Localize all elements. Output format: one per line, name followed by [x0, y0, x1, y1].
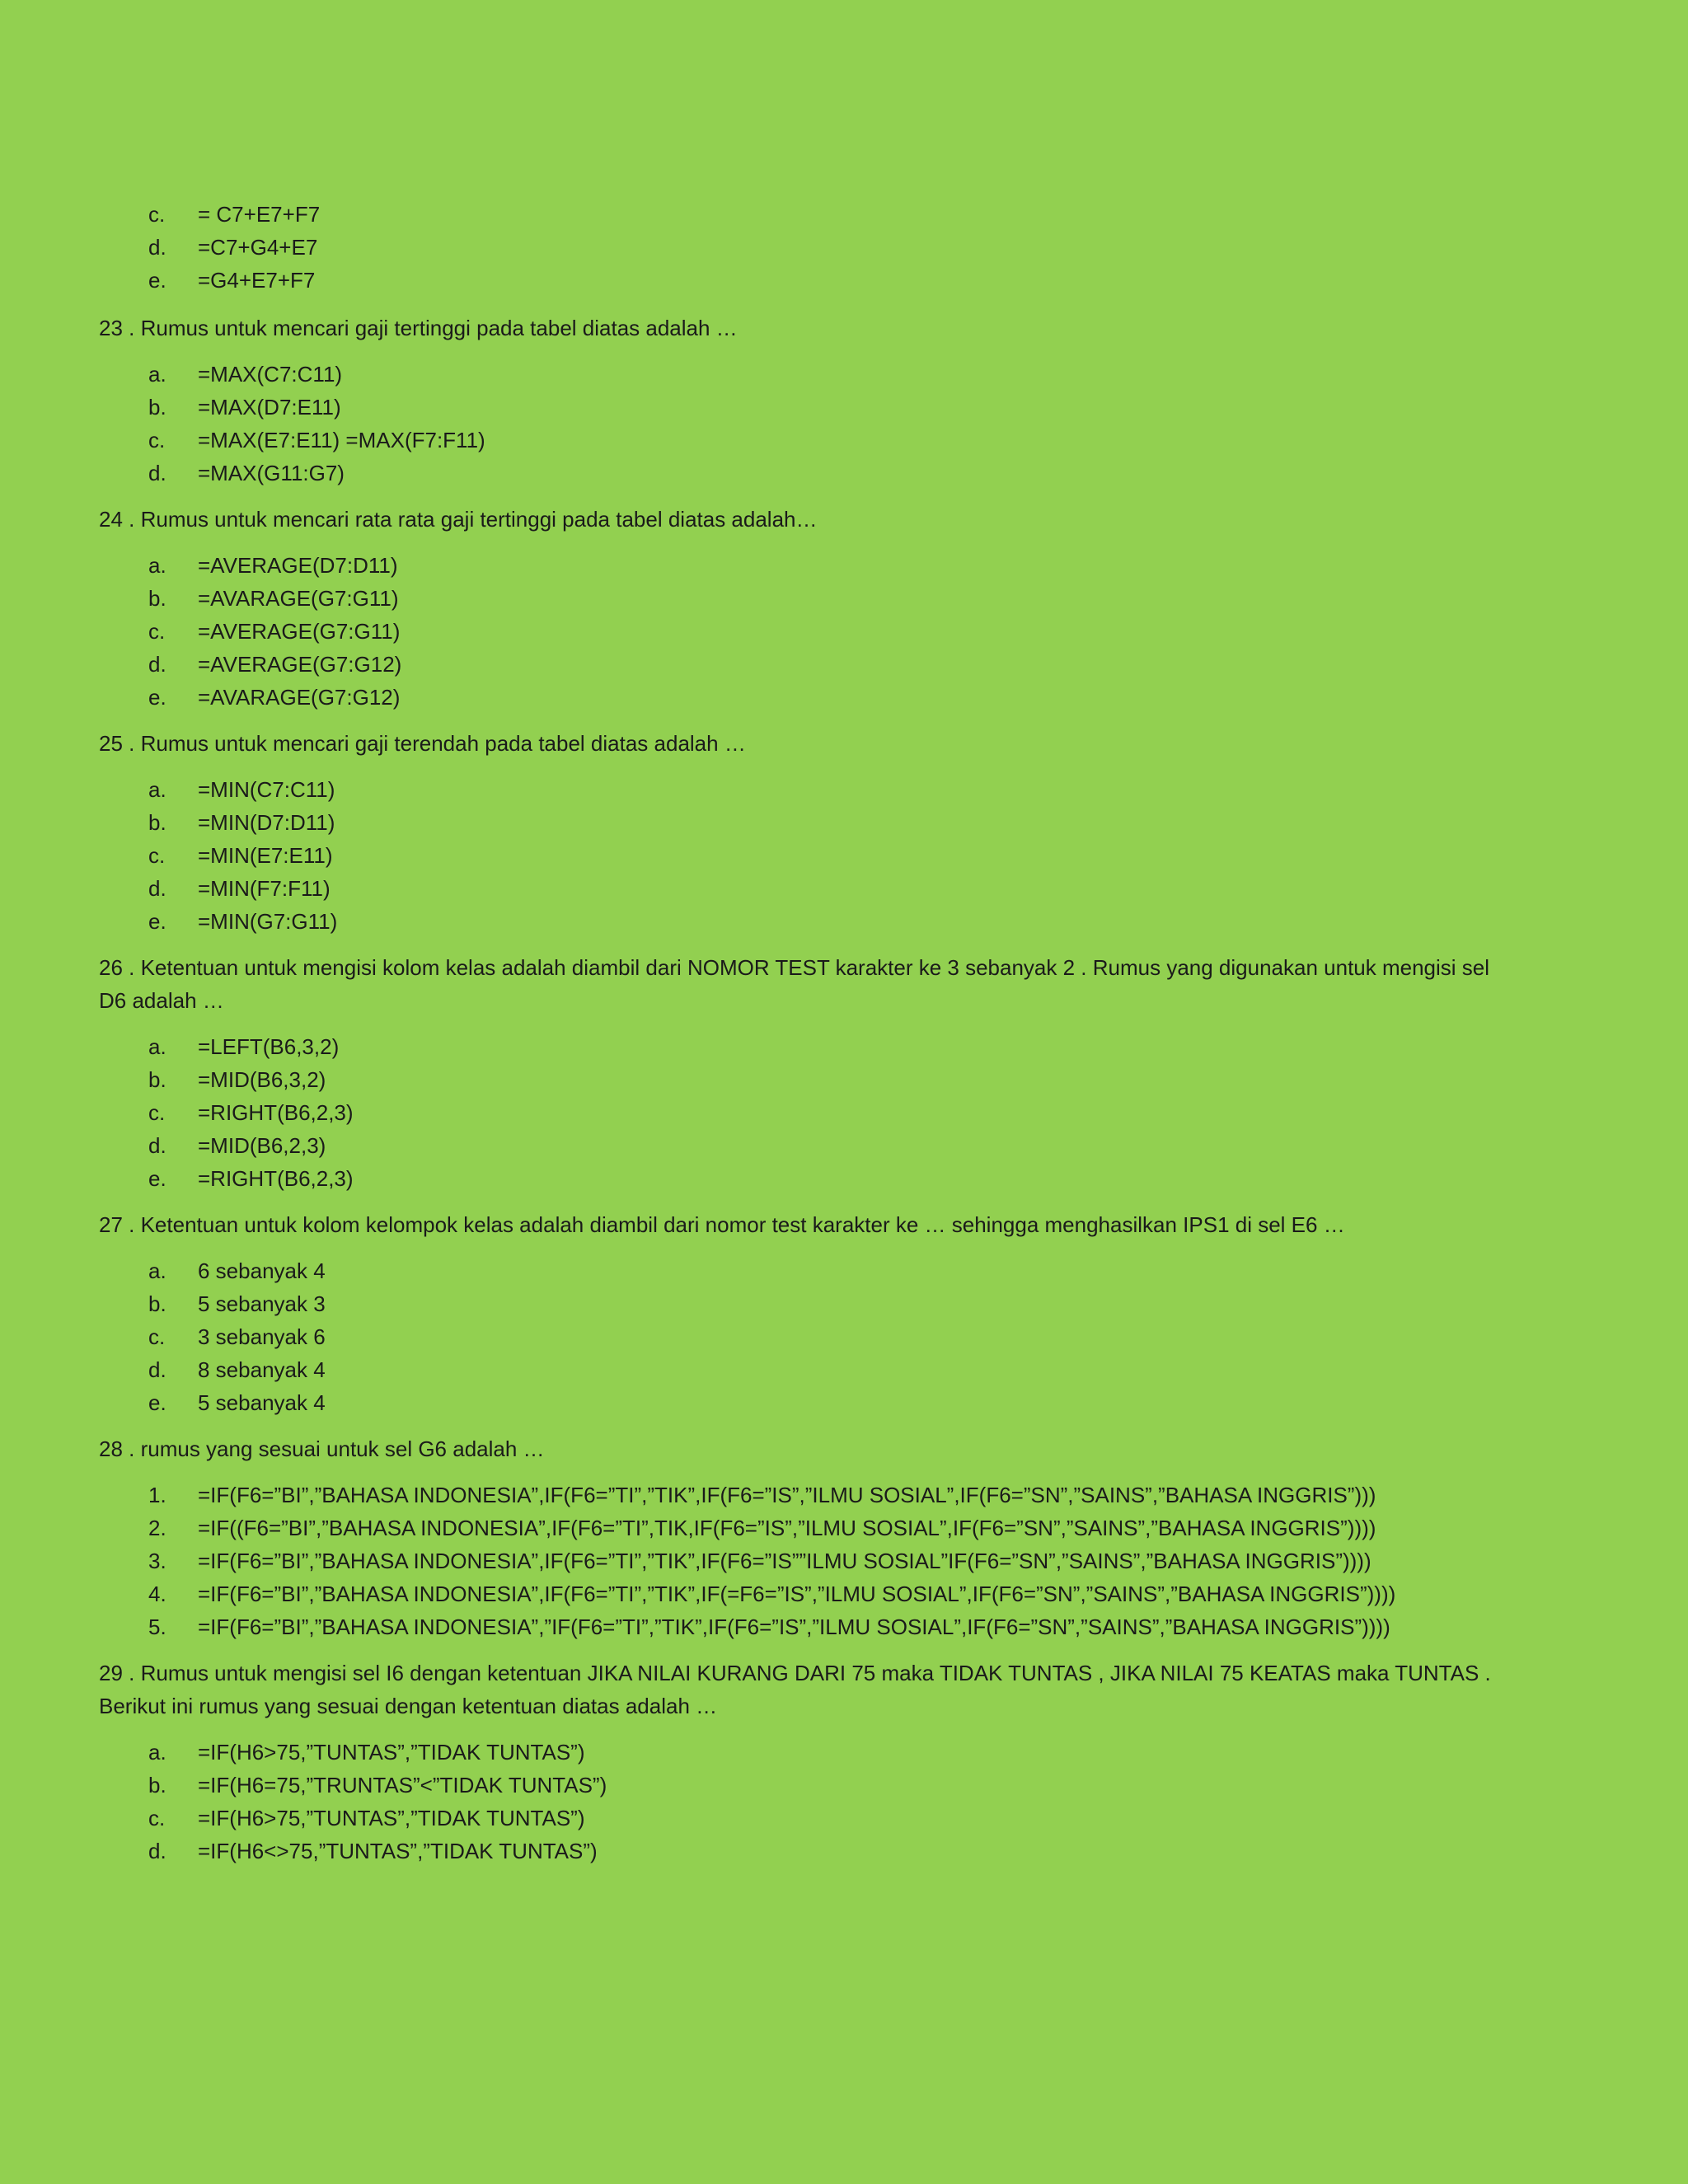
option-label: d. — [148, 461, 166, 485]
option-text: 6 sebanyak 4 — [198, 1258, 326, 1283]
option-label: 2. — [148, 1516, 166, 1540]
option-list — [99, 773, 1507, 938]
option-text: =MAX(G11:G7) — [198, 461, 345, 485]
option-label: c. — [148, 428, 166, 452]
option-text: =MAX(C7:C11) — [198, 362, 343, 387]
option-list — [99, 1030, 1507, 1195]
option-text: =MIN(C7:C11) — [198, 777, 335, 802]
option-item — [99, 1030, 1507, 1063]
option-text: =MIN(G7:G11) — [198, 909, 338, 934]
option-list — [99, 1479, 1507, 1643]
option-item — [99, 1610, 1507, 1643]
option-label: c. — [148, 1324, 166, 1349]
option-label: c. — [148, 202, 166, 227]
option-item — [99, 1162, 1507, 1195]
option-list — [99, 549, 1507, 714]
option-label: 3. — [148, 1549, 166, 1573]
option-label: d. — [148, 1357, 166, 1382]
option-text: =MIN(F7:F11) — [198, 876, 331, 901]
question-text: 26 . Ketentuan untuk mengisi kolom kelas adalah diambil dari NOMOR TEST karakter ke 3 sebanyak 2 . Rumus yang digunakan untuk mengisi sel D6 adalah … — [99, 955, 1490, 1013]
option-item — [99, 1129, 1507, 1162]
option-list — [99, 198, 1507, 297]
option-item — [99, 231, 1507, 264]
option-label: e. — [148, 1390, 166, 1415]
option-item — [99, 1479, 1507, 1511]
option-item — [99, 358, 1507, 391]
option-label: d. — [148, 1133, 166, 1158]
option-label: a. — [148, 1740, 166, 1765]
option-text: =G4+E7+F7 — [198, 268, 316, 293]
option-item — [99, 905, 1507, 938]
option-label: d. — [148, 235, 166, 260]
option-item — [99, 806, 1507, 839]
option-label: e. — [148, 909, 166, 934]
option-item — [99, 264, 1507, 297]
question-block — [99, 727, 1507, 938]
option-label: d. — [148, 1839, 166, 1863]
option-label: b. — [148, 1773, 166, 1797]
option-label: b. — [148, 395, 166, 419]
option-item — [99, 872, 1507, 905]
option-label: b. — [148, 1291, 166, 1316]
option-text: = C7+E7+F7 — [198, 202, 321, 227]
option-item — [99, 1577, 1507, 1610]
option-item — [99, 1511, 1507, 1544]
option-item — [99, 773, 1507, 806]
option-text: 5 sebanyak 3 — [198, 1291, 326, 1316]
option-label: c. — [148, 619, 166, 644]
option-label: a. — [148, 777, 166, 802]
question-block — [99, 951, 1507, 1195]
option-text: =IF(H6>75,”TUNTAS”,”TIDAK TUNTAS”) — [198, 1806, 585, 1830]
question-block — [99, 312, 1507, 490]
option-label: 4. — [148, 1582, 166, 1606]
option-label: a. — [148, 362, 166, 387]
option-text: =MIN(E7:E11) — [198, 843, 333, 868]
option-item — [99, 582, 1507, 615]
option-label: c. — [148, 843, 166, 868]
option-label: d. — [148, 876, 166, 901]
option-text: =RIGHT(B6,2,3) — [198, 1166, 354, 1191]
option-label: 5. — [148, 1615, 166, 1639]
option-text: =IF(H6<>75,”TUNTAS”,”TIDAK TUNTAS”) — [198, 1839, 598, 1863]
option-list — [99, 358, 1507, 490]
option-item — [99, 1320, 1507, 1353]
question-text: 27 . Ketentuan untuk kolom kelompok kelas adalah diambil dari nomor test karakter ke … sehingga menghasilkan IPS1 di sel E6 … — [99, 1212, 1345, 1237]
option-text: =AVERAGE(D7:D11) — [198, 553, 398, 578]
option-text: 8 sebanyak 4 — [198, 1357, 326, 1382]
question-block — [99, 503, 1507, 714]
option-list — [99, 1736, 1507, 1868]
option-text: =RIGHT(B6,2,3) — [198, 1100, 354, 1125]
option-item — [99, 615, 1507, 648]
option-text: =IF(H6=75,”TRUNTAS”<”TIDAK TUNTAS”) — [198, 1773, 607, 1797]
option-label: c. — [148, 1806, 166, 1830]
option-label: b. — [148, 810, 166, 835]
question-block — [99, 1432, 1507, 1643]
option-label: a. — [148, 1034, 166, 1059]
option-item — [99, 1287, 1507, 1320]
option-list — [99, 1254, 1507, 1419]
option-item — [99, 1835, 1507, 1868]
option-text: =MID(B6,2,3) — [198, 1133, 326, 1158]
option-item — [99, 1802, 1507, 1835]
question-text: 25 . Rumus untuk mencari gaji terendah pada tabel diatas adalah … — [99, 731, 746, 756]
option-item — [99, 1063, 1507, 1096]
option-text: 3 sebanyak 6 — [198, 1324, 326, 1349]
option-text: 5 sebanyak 4 — [198, 1390, 326, 1415]
option-item — [99, 839, 1507, 872]
option-text: =MAX(E7:E11) =MAX(F7:F11) — [198, 428, 485, 452]
option-label: a. — [148, 1258, 166, 1283]
option-text: =AVARAGE(G7:G12) — [198, 685, 401, 710]
option-text: =IF(F6=”BI”,”BAHASA INDONESIA”,IF(F6=”TI”,”TIK”,IF(F6=”IS”,”ILMU SOSIAL”,IF(F6=”SN”,”SAINS”,”BAHASA INGGRIS”))) — [198, 1483, 1376, 1507]
option-item — [99, 1353, 1507, 1386]
option-item — [99, 391, 1507, 424]
option-item — [99, 1386, 1507, 1419]
option-text: =MAX(D7:E11) — [198, 395, 341, 419]
option-item — [99, 1544, 1507, 1577]
option-text: =IF(F6=”BI”,”BAHASA INDONESIA”,”IF(F6=”TI”,”TIK”,IF(F6=”IS”,”ILMU SOSIAL”,IF(F6=”SN”,”SAINS”,”BAHASA INGGRIS”)))) — [198, 1615, 1390, 1639]
question-text: 29 . Rumus untuk mengisi sel I6 dengan ketentuan JIKA NILAI KURANG DARI 75 maka TIDAK TUNTAS , JIKA NILAI 75 KEATAS maka TUNTAS . Berikut ini rumus yang sesuai dengan ketentuan diatas adalah … — [99, 1661, 1491, 1718]
option-label: b. — [148, 1067, 166, 1092]
option-text: =MIN(D7:D11) — [198, 810, 335, 835]
option-label: a. — [148, 553, 166, 578]
question-block — [99, 1208, 1507, 1419]
option-item — [99, 1096, 1507, 1129]
option-label: d. — [148, 652, 166, 677]
option-label: 1. — [148, 1483, 166, 1507]
option-text: =C7+G4+E7 — [198, 235, 318, 260]
option-item — [99, 1254, 1507, 1287]
option-label: e. — [148, 1166, 166, 1191]
option-text: =AVERAGE(G7:G12) — [198, 652, 402, 677]
question-text: 24 . Rumus untuk mencari rata rata gaji tertinggi pada tabel diatas adalah… — [99, 507, 818, 532]
option-item — [99, 549, 1507, 582]
option-label: b. — [148, 586, 166, 611]
option-label: e. — [148, 685, 166, 710]
option-item — [99, 648, 1507, 681]
option-label: c. — [148, 1100, 166, 1125]
option-item — [99, 681, 1507, 714]
question-list — [99, 312, 1507, 1868]
option-text: =LEFT(B6,3,2) — [198, 1034, 340, 1059]
option-label: e. — [148, 268, 166, 293]
option-text: =AVARAGE(G7:G11) — [198, 586, 399, 611]
option-item — [99, 424, 1507, 457]
option-text: =IF(H6>75,”TUNTAS”,”TIDAK TUNTAS”) — [198, 1740, 585, 1765]
option-item — [99, 1769, 1507, 1802]
option-item — [99, 198, 1507, 231]
option-text: =AVERAGE(G7:G11) — [198, 619, 401, 644]
option-item — [99, 1736, 1507, 1769]
option-text: =IF(F6=”BI”,”BAHASA INDONESIA”,IF(F6=”TI”,”TIK”,IF(=F6=”IS”,”ILMU SOSIAL”,IF(F6=”SN”,”SAINS”,”BAHASA INGGRIS”)))) — [198, 1582, 1396, 1606]
question-text: 23 . Rumus untuk mencari gaji tertinggi pada tabel diatas adalah … — [99, 316, 738, 340]
question-block — [99, 1657, 1507, 1868]
option-text: =IF((F6=”BI”,”BAHASA INDONESIA”,IF(F6=”TI”,TIK,IF(F6=”IS”,”ILMU SOSIAL”,IF(F6=”SN”,”SAINS”,”BAHASA INGGRIS”)))) — [198, 1516, 1376, 1540]
leading-options-block — [99, 198, 1507, 297]
option-item — [99, 457, 1507, 490]
option-text: =MID(B6,3,2) — [198, 1067, 326, 1092]
option-text: =IF(F6=”BI”,”BAHASA INDONESIA”,IF(F6=”TI”,”TIK”,IF(F6=”IS””ILMU SOSIAL”IF(F6=”SN”,”SAINS”,”BAHASA INGGRIS”)))) — [198, 1549, 1372, 1573]
question-text: 28 . rumus yang sesuai untuk sel G6 adalah … — [99, 1436, 545, 1461]
